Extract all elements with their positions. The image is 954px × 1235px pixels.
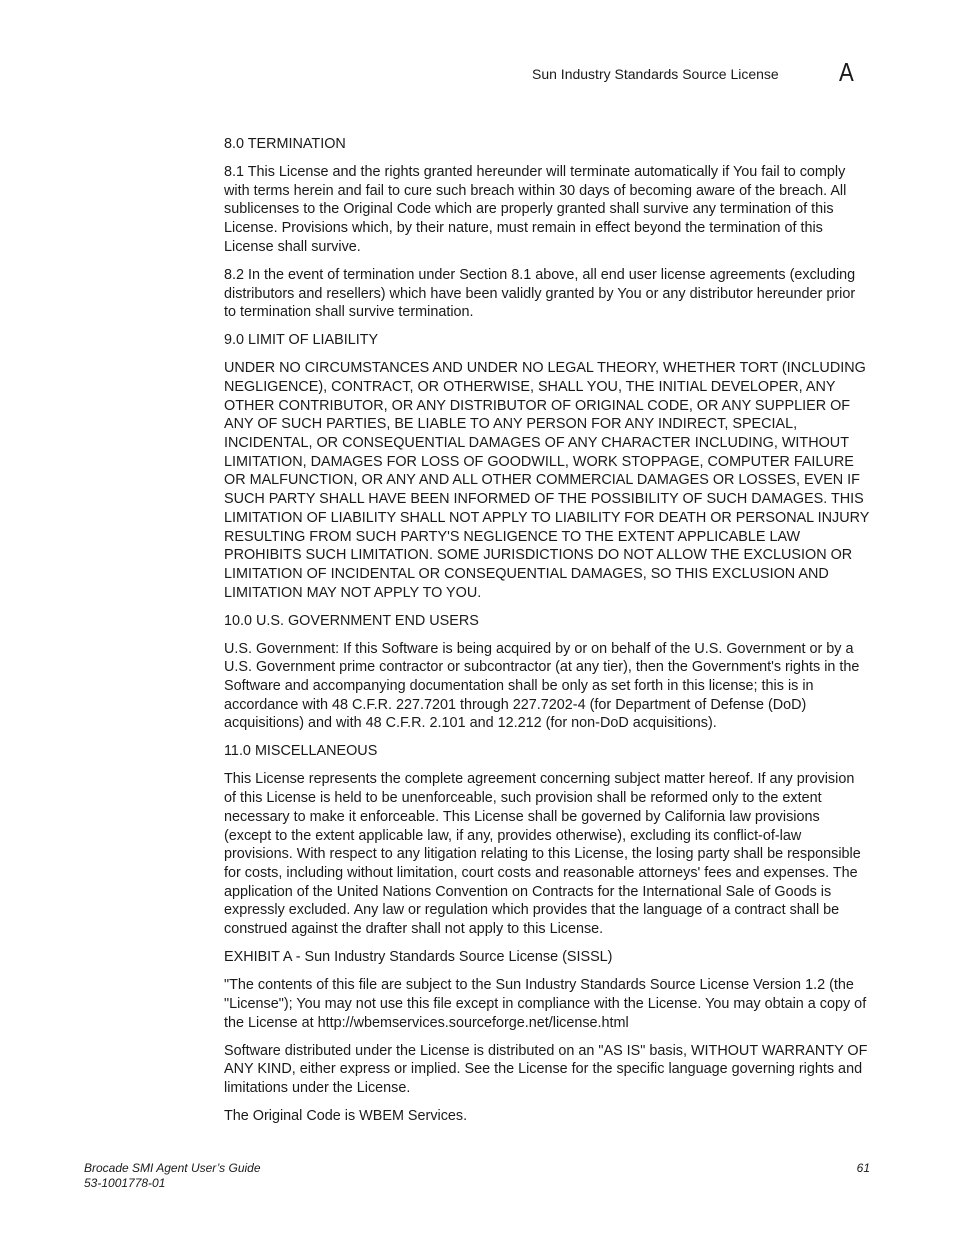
paragraph-liability: UNDER NO CIRCUMSTANCES AND UNDER NO LEGAL THEORY, WHETHER TORT (INCLUDING NEGLIGENCE), CONTRACT, OR OTHERWISE, SHALL YOU, THE INITIAL DEVELOPER, ANY OTHER CONTRIBUTOR, OR ANY DISTRIBUTOR OF ORIGINAL CODE, OR ANY SUPPLIER OF ANY OF SUCH PARTIES, BE LIABLE TO ANY PERSON FOR ANY INDIRECT, SPECIAL, INCIDENTAL, OR CONSEQUENTIAL DAMAGES OF ANY CHARACTER INCLUDING, WITHOUT LIMITATION, DAMAGES FOR LOSS OF GOODWILL, WORK STOPPAGE, COMPUTER FAILURE OR MALFUNCTION, OR ANY AND ALL OTHER COMMERCIAL DAMAGES OR LOSSES, EVEN IF SUCH PARTY SHALL HAVE BEEN INFORMED OF THE POSSIBILITY OF SUCH DAMAGES. THIS LIMITATION OF LIABILITY SHALL NOT APPLY TO LIABILITY FOR DEATH OR PERSONAL INJURY RESULTING FROM SUCH PARTY'S NEGLIGENCE TO THE EXTENT APPLICABLE LAW PROHIBITS SUCH LIMITATION. SOME JURISDICTIONS DO NOT ALLOW THE EXCLUSION OR LIMITATION OF INCIDENTAL OR CONSEQUENTIAL DAMAGES, SO THIS EXCLUSION AND LIMITATION MAY NOT APPLY TO YOU. bbox=[224, 360, 870, 601]
section-heading-miscellaneous: 11.0 MISCELLANEOUS bbox=[224, 743, 378, 760]
paragraph-8-2: 8.2 In the event of termination under Section 8.1 above, all end user license agreements (excluding distributors and resellers) which have been validly granted by You or any distributor hereunder prior to termination shall survive termination. bbox=[224, 266, 856, 321]
running-header-title: Sun Industry Standards Source License bbox=[532, 66, 779, 82]
footer-doc-number: 53-1001778-01 bbox=[84, 1176, 166, 1190]
footer-doc-info bbox=[84, 1161, 261, 1191]
paragraph-exhibit-notice: "The contents of this file are subject to the Sun Industry Standards Source License Version 1.2 (the "License"); You may not use this file except in compliance with the License. You may obtain a copy of the License at http://wbemservices.sourceforge.net/license.html bbox=[224, 977, 867, 1031]
appendix-letter: A bbox=[839, 57, 854, 87]
paragraph-warranty: Software distributed under the License is distributed on an "AS IS" basis, WITHOUT WARRANTY OF ANY KIND, either express or implied. See the License for the specific language governing rights and limitations under the License. bbox=[224, 1042, 868, 1096]
section-heading-government: 10.0 U.S. GOVERNMENT END USERS bbox=[224, 612, 479, 629]
section-heading-liability: 9.0 LIMIT OF LIABILITY bbox=[224, 332, 379, 349]
paragraph-government: U.S. Government: If this Software is being acquired by or on behalf of the U.S. Government or by a U.S. Government prime contractor or subcontractor (at any tier), then the Government's rights in the Software and accompanying documentation shall be only as set forth in this license; this is in accordance with 48 C.F.R. 227.7201 through 227.7202-4 (for Department of Defense (DoD) acquisitions) and with 48 C.F.R. 2.101 and 12.212 (for non-DoD acquisitions). bbox=[224, 640, 860, 732]
paragraph-8-1: 8.1 This License and the rights granted hereunder will terminate automatically if You fail to comply with terms herein and fail to cure such breach within 30 days of becoming aware of the breach. All sublicenses to the Original Code which are properly granted shall survive any termination of this License. Provisions which, by their nature, must remain in effect beyond the termination of this License shall survive. bbox=[224, 164, 847, 255]
footer-page-number: 61 bbox=[856, 1161, 870, 1175]
page-body bbox=[224, 135, 870, 1135]
paragraph-miscellaneous: This License represents the complete agreement concerning subject matter hereof. If any provision of this License is held to be unenforceable, such provision shall be reformed only to the extent necessary to make it enforceable. This License shall be governed by California law provisions (except to the extent applicable law, if any, provides otherwise), excluding its conflict-of-law provisions. With respect to any litigation relating to this License, the losing party shall be responsible for costs, including without limitation, court costs and reasonable attorneys' fees and expenses. The application of the United Nations Convention on Contracts for the International Sale of Goods is expressly excluded. Any law or regulation which provides that the language of a contract shall be construed against the drafter shall not apply to this License. bbox=[224, 771, 861, 938]
exhibit-heading: EXHIBIT A - Sun Industry Standards Source License (SISSL) bbox=[224, 949, 613, 966]
paragraph-original-code: The Original Code is WBEM Services. bbox=[224, 1107, 468, 1124]
footer-doc-title: Brocade SMI Agent User’s Guide bbox=[84, 1161, 261, 1175]
section-heading-termination: 8.0 TERMINATION bbox=[224, 136, 346, 152]
